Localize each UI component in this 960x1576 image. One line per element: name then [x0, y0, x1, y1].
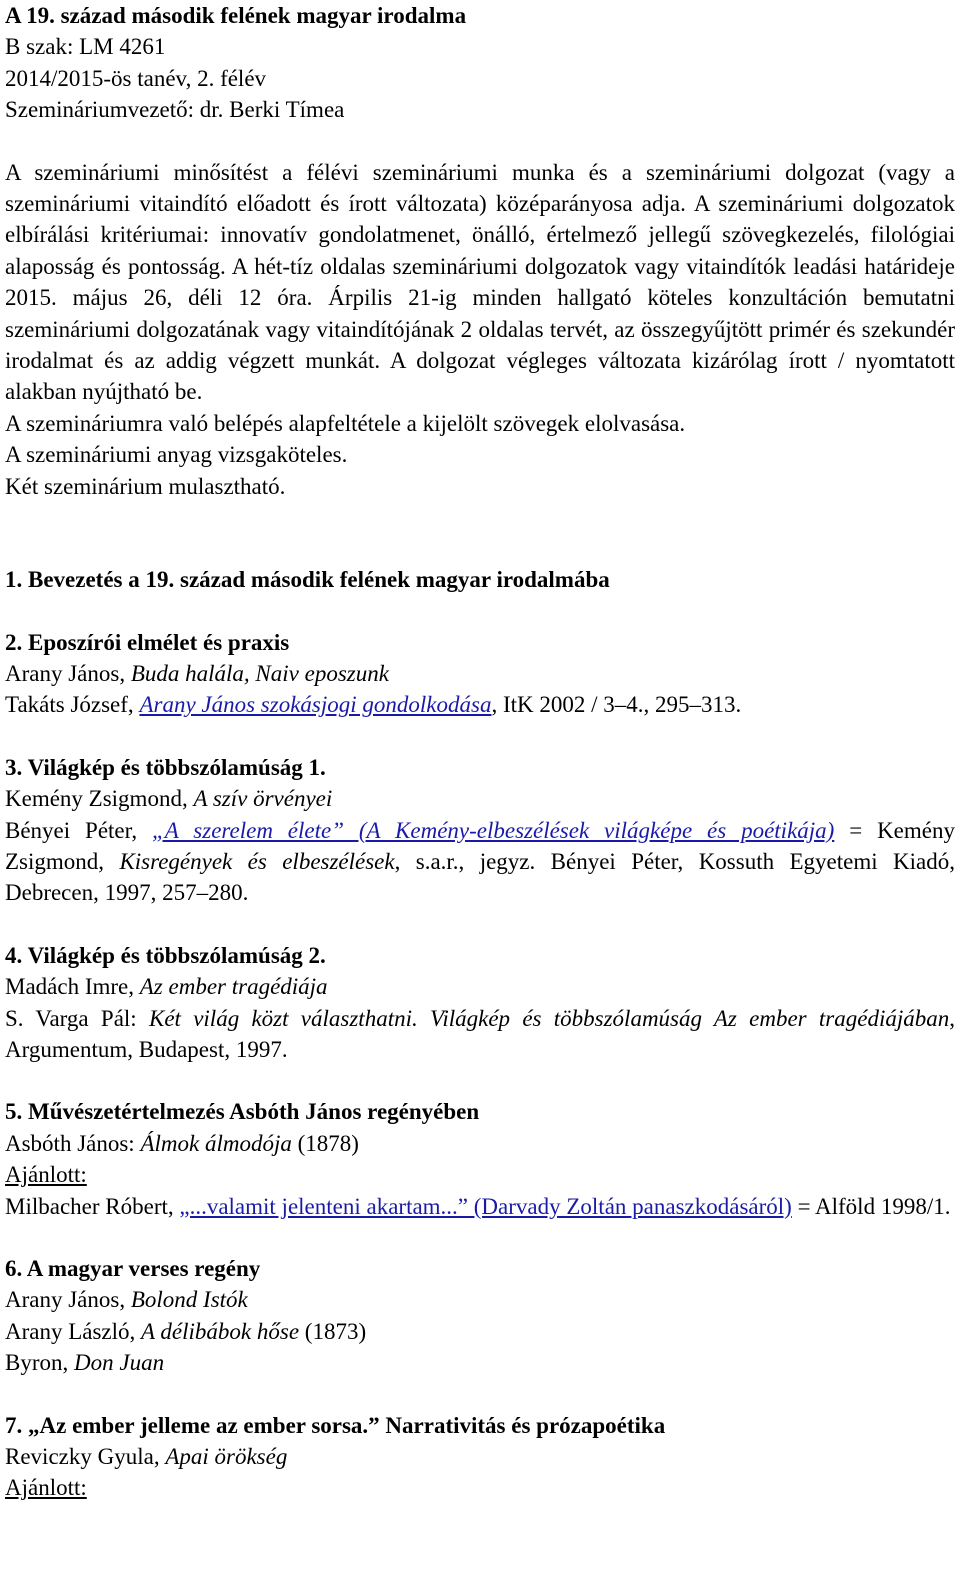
section-5-recommended-label: Ajánlott: — [5, 1162, 87, 1188]
course-code: B szak: LM 4261 — [5, 34, 166, 60]
semester: 2014/2015-ös tanév, 2. félév — [5, 65, 267, 91]
section-4-reading-2: S. Varga Pál: Két világ közt választhatni. Világkép és többszólamúság Az ember tragédiájában, Argumentum, Budapest, 1997. — [5, 1005, 955, 1062]
section-6-heading: 6. A magyar verses regény — [5, 1256, 261, 1281]
link-szerelem-elete[interactable]: „A szerelem élete” (A Kemény-elbeszélések világképe és poétikája) — [152, 817, 835, 843]
intro-paragraph: A szemináriumi minősítést a félévi szemináriumi munka és a szemináriumi dolgozat (vagy a szemináriumi vitaindító előadott és írott változata) középarányosa adja. A szemináriumi dolgozatok elbírálási kritériumai: innovatív gondolatmenet, önálló, értelmező jellegű szövegkezelés, filológiai alaposság és pontosság. A hét-tíz oldalas szemináriumi dolgozatok vagy vitaindítók leadási határideje 2015. május 26, déli 12 óra. Árpilis 21-ig minden hallgató köteles konzultáción bemutatni szemináriumi dolgozatának vagy vitaindítójának 2 oldalas tervét, az összegyűjtött primér és szekundér irodalmat és az addig végzett munkát. A dolgozat végleges változata kizárólag írott / nyomtatott alakban nyújtható be. — [5, 159, 955, 405]
section-7-reading-1: Reviczky Gyula, Apai örökség — [5, 1444, 288, 1470]
section-5-reading-2: Milbacher Róbert, „...valamit jelenteni akartam...” (Darvady Zoltán panaszkodásáról) = Alföld 1998/1. — [5, 1193, 951, 1219]
section-2-reading-1: Arany János, Buda halála, Naiv eposzunk — [5, 660, 389, 686]
section-5-heading: 5. Művészetértelmezés Asbóth János regényében — [5, 1099, 480, 1125]
intro-line-reading: A szemináriumra való belépés alapfeltétele a kijelölt szövegek elolvasása. — [5, 410, 686, 436]
section-7-recommended-label: Ajánlott: — [5, 1475, 87, 1501]
section-4-heading: 4. Világkép és többszólamúság 2. — [5, 942, 326, 968]
section-2-heading: 2. Eposzírói elmélet és praxis — [5, 629, 290, 655]
course-title: A 19. század második felének magyar irodalma — [5, 3, 467, 28]
section-5-reading-1: Asbóth János: Álmok álmodója (1878) — [5, 1130, 359, 1156]
section-4-reading-1: Madách Imre, Az ember tragédiája — [5, 974, 328, 1000]
section-6-reading-1: Arany János, Bolond Istók — [5, 1287, 248, 1313]
section-6-reading-2: Arany László, A délibábok hőse (1873) — [5, 1318, 367, 1344]
section-3-reading-2: Bényei Péter, „A szerelem élete” (A Kemény-elbeszélések világképe és poétikája) = Kemény Zsigmond, Kisregények és elbeszélések, s.a.r., jegyz. Bényei Péter, Kossuth Egyetemi Kiadó, Debrecen, 1997, 257–280. — [5, 817, 955, 906]
section-1-heading: 1. Bevezetés a 19. század második felének magyar irodalmába — [5, 567, 610, 593]
link-arany-szokasjogi[interactable]: Arany János szokásjogi gondolkodása — [139, 692, 492, 718]
intro-line-absence: Két szeminárium mulasztható. — [5, 473, 286, 499]
section-2-reading-2: Takáts József, Arany János szokásjogi gondolkodása, ItK 2002 / 3–4., 295–313. — [5, 692, 742, 718]
instructor: Szemináriumvezető: dr. Berki Tímea — [5, 97, 345, 123]
link-valamit-jelenteni[interactable]: „...valamit jelenteni akartam...” (Darvady Zoltán panaszkodásáról) — [179, 1193, 792, 1219]
section-3-reading-1: Kemény Zsigmond, A szív örvényei — [5, 786, 333, 812]
section-7-heading: 7. „Az ember jelleme az ember sorsa.” Narrativitás és prózapoétika — [5, 1412, 666, 1438]
section-6-reading-3: Byron, Don Juan — [5, 1350, 165, 1376]
intro-line-exam: A szemináriumi anyag vizsgaköteles. — [5, 442, 348, 468]
section-3-heading: 3. Világkép és többszólamúság 1. — [5, 754, 326, 780]
